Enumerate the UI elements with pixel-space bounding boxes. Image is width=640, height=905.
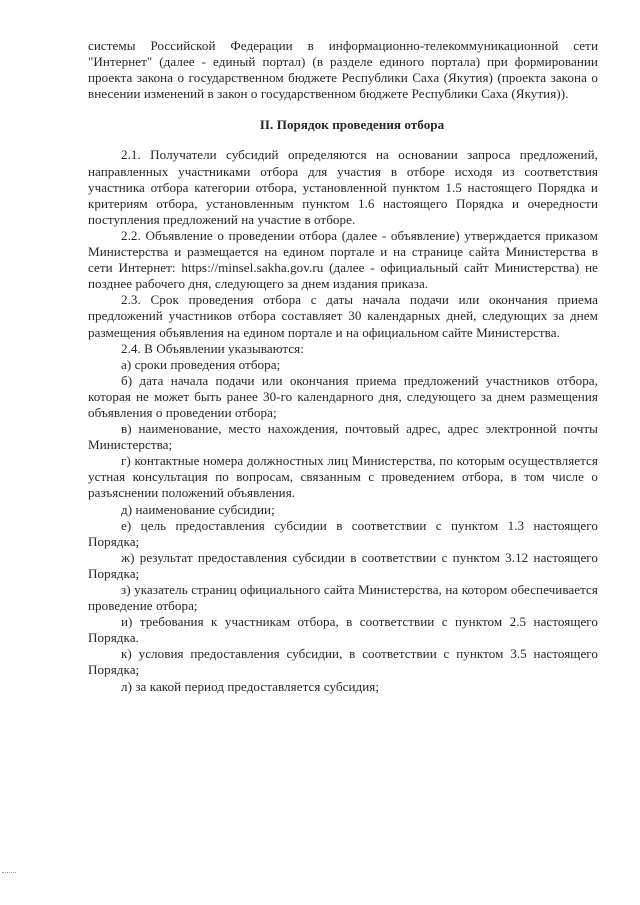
list-item-b: б) дата начала подачи или окончания приема предложений участников отбора, которая не может быть ранее 30-го календарного дня, следующего за днем размещения объявления о проведении отбора; [88,372,598,420]
paragraph-2-3: 2.3. Срок проведения отбора с даты начала подачи или окончания приема предложений участников отбора составляет 30 календарных дней, следующих за днем размещения объявления на едином портале и на официальном сайте Министерства. [88,292,598,340]
section-heading: II. Порядок проведения отбора [259,117,445,133]
list-item-i: и) требования к участникам отбора, в соответствии с пунктом 2.5 настоящего Порядка. [88,614,598,646]
paragraph-2-2: 2.2. Объявление о проведении отбора (далее - объявление) утверждается приказом Министерства и размещается на едином портале и на странице сайта Министерства в сети Интернет: https://minsel.sakha.gov.ru (далее - официальный сайт Министерства) не позднее рабочего дня, следующего за днем издания приказа. [88,227,598,292]
list-item-e: е) цель предоставления субсидии в соответствии с пунктом 1.3 настоящего Порядка; [88,517,598,549]
list-item-d: д) наименование субсидии; [121,501,275,517]
paragraph-2-4: 2.4. В Объявлении указываются: [121,340,304,356]
list-item-k: к) условия предоставления субсидии, в соответствии с пунктом 3.5 настоящего Порядка; [88,646,598,678]
scan-edge-mark [2,872,16,874]
list-item-v: в) наименование, место нахождения, почтовый адрес, адрес электронной почты Министерства; [88,421,598,453]
list-item-l: л) за какой период предоставляется субсидия; [121,678,380,694]
list-item-a: а) сроки проведения отбора; [121,356,281,372]
intro-paragraph: системы Российской Федерации в информационно-телекоммуникационной сети "Интернет" (далее - единый портал) (в разделе единого портала) при формировании проекта закона о государственном бюджете Республики Саха (Якутия) (проекта закона о внесении изменений в закон о государственном бюджете Республики Саха (Якутия)). [88,38,598,102]
document-body [88,38,598,695]
list-item-zh: ж) результат предоставления субсидии в соответствии с пунктом 3.12 настоящего Порядка; [88,549,598,581]
list-item-z: з) указатель страниц официального сайта Министерства, на котором обеспечивается проведение отбора; [88,582,598,614]
paragraph-2-1: 2.1. Получатели субсидий определяются на основании запроса предложений, направленных участниками отбора для участия в отборе исходя из соответствия участника отбора категории отбора, установленной пунктом 1.5 настоящего Порядка и критериям отбора, установленным пунктом 1.6 настоящего Порядка и очередности поступления предложений на участие в отборе. [88,147,598,227]
list-item-g: г) контактные номера должностных лиц Министерства, по которым осуществляется устная консультация по вопросам, связанным с проведением отбора, в том числе о разъяснении положений объявления. [88,453,598,501]
